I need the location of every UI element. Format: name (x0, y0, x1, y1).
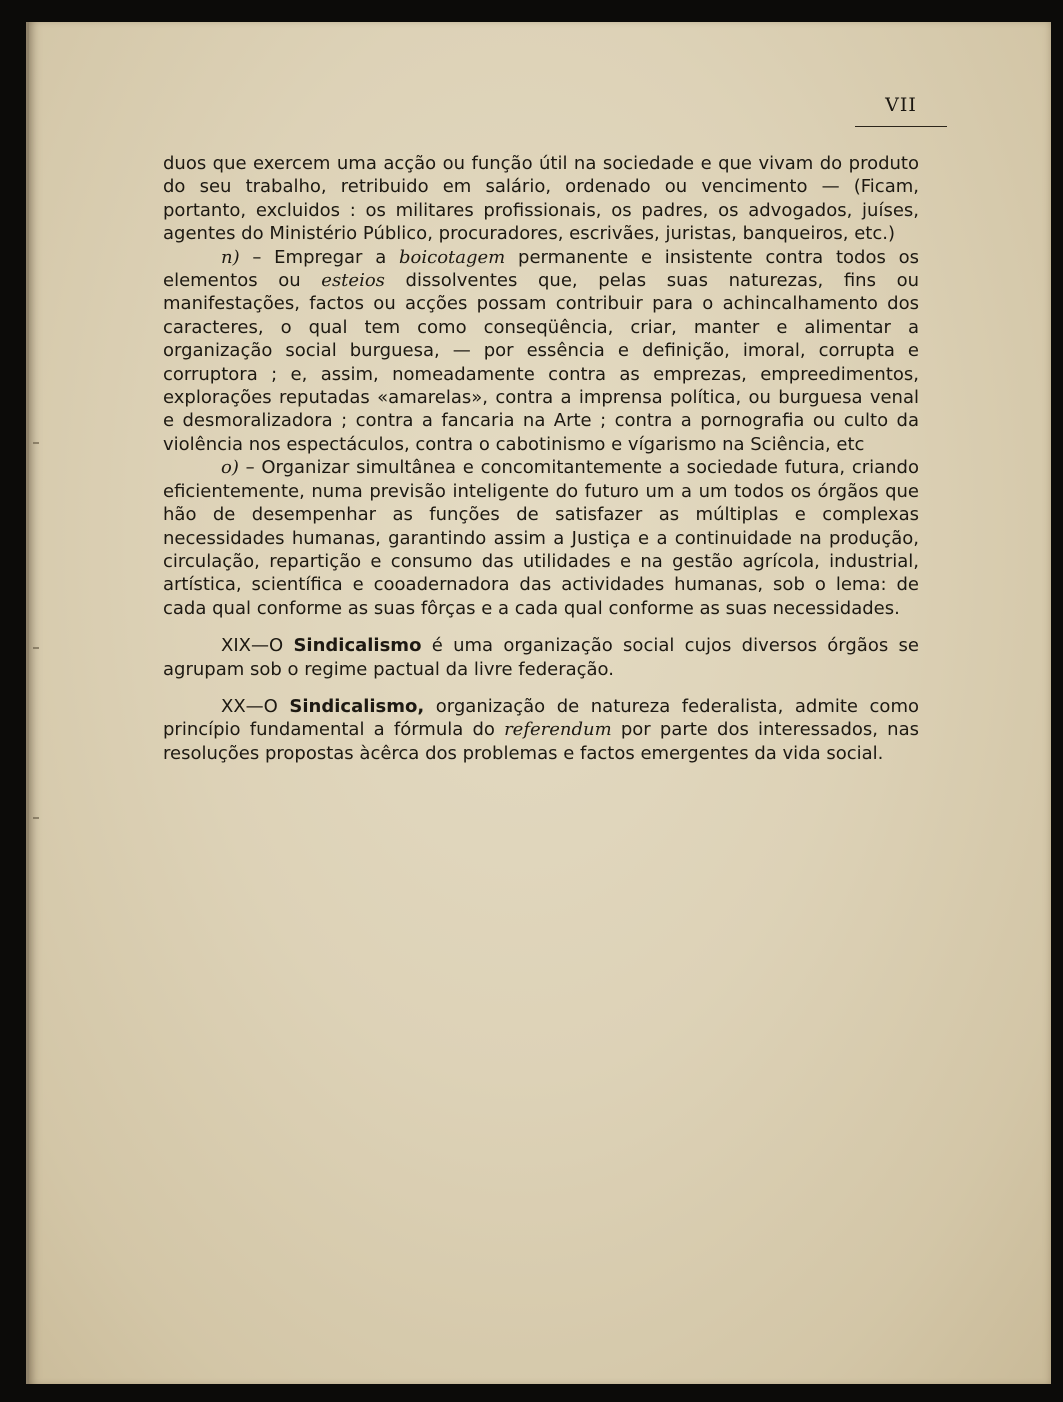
term-referendum: referendum (504, 719, 612, 741)
item-o-text: – Organizar simultânea e concomitantemente a sociedade futura, criando eficientemente, numa previsão inteligente do futuro um a um todos os órgãos que hão de desempenhar as funções de satisfazer as múltiplas e complexas necessidades humanas, garantindo assim a Justiça e a continuidade na produção, circulação, repartição e consumo das utilidades e na gestão agrícola, industrial, artística, scientífica e cooadernadora das actividades humanas, sob o lema: de cada qual conforme as suas fôrças e a cada qual conforme as suas necessidades. (163, 457, 919, 619)
binding-mark (33, 647, 39, 649)
item-n-text-end: dissolventes que, pelas suas naturezas, fins ou manifestações, factos ou acções possam contribuir para o achincalhamento dos caracteres, o qual tem como conseqüência, criar, manter e alimentar a organização social burguesa, — por essência e definição, imoral, corrupta e corruptora ; e, assim, nomeadamente contra as emprezas, empreedimentos, explorações reputadas «amarelas», contra a imprensa política, ou burguesa venal e desmoralizadora ; contra a fancaria na Arte ; contra a pornografia ou culto da violência nos espectáculos, contra o cabotinismo e vígarismo na Sciência, etc (163, 270, 919, 455)
section-xix-label: XIX—O (221, 635, 294, 657)
body-text (163, 152, 919, 765)
continued-paragraph: duos que exercem uma acção ou função útil na sociedade e que vivam do produto do seu trabalho, retribuido em salário, ordenado ou vencimento — (Ficam, portanto, excluidos : os militares profissionais, os padres, os advogados, juíses, agentes do Ministério Público, procuradores, escrivães, juristas, banqueiros, etc.) (163, 153, 919, 245)
term-boicotagem: boicotagem (399, 246, 506, 268)
page-number: VII (885, 94, 917, 116)
header-rule (855, 126, 947, 127)
term-esteios: esteios (321, 270, 385, 292)
section-xx-text-end: por parte dos interessados, nas resoluções propostas àcêrca dos problemas e factos emergentes da vida social. (163, 719, 919, 764)
item-n-text-middle: permanente e insistente contra todos os elementos ou (163, 246, 920, 292)
item-o-paragraph (163, 456, 919, 620)
section-xx-label: XX—O (221, 695, 290, 717)
item-o-label: o) (221, 457, 239, 479)
section-xx-text-start: organização de natureza federalista, admite como princípio fundamental a fórmula do (163, 695, 919, 741)
item-n-text-start: – Empregar a (239, 246, 399, 268)
section-xx-paragraph (163, 695, 919, 765)
book-page (26, 22, 1051, 1384)
section-xix-paragraph (163, 634, 919, 681)
section-xx-term: Sindicalismo, (289, 695, 425, 717)
item-n-label: n) (221, 246, 240, 268)
item-n-paragraph (163, 246, 919, 457)
binding-mark (33, 817, 39, 819)
section-xix-term: Sindicalismo (293, 635, 422, 657)
section-xix-text: é uma organização social cujos diversos órgãos se agrupam sob o regime pactual da livre federação. (163, 635, 919, 680)
binding-mark (33, 442, 39, 444)
